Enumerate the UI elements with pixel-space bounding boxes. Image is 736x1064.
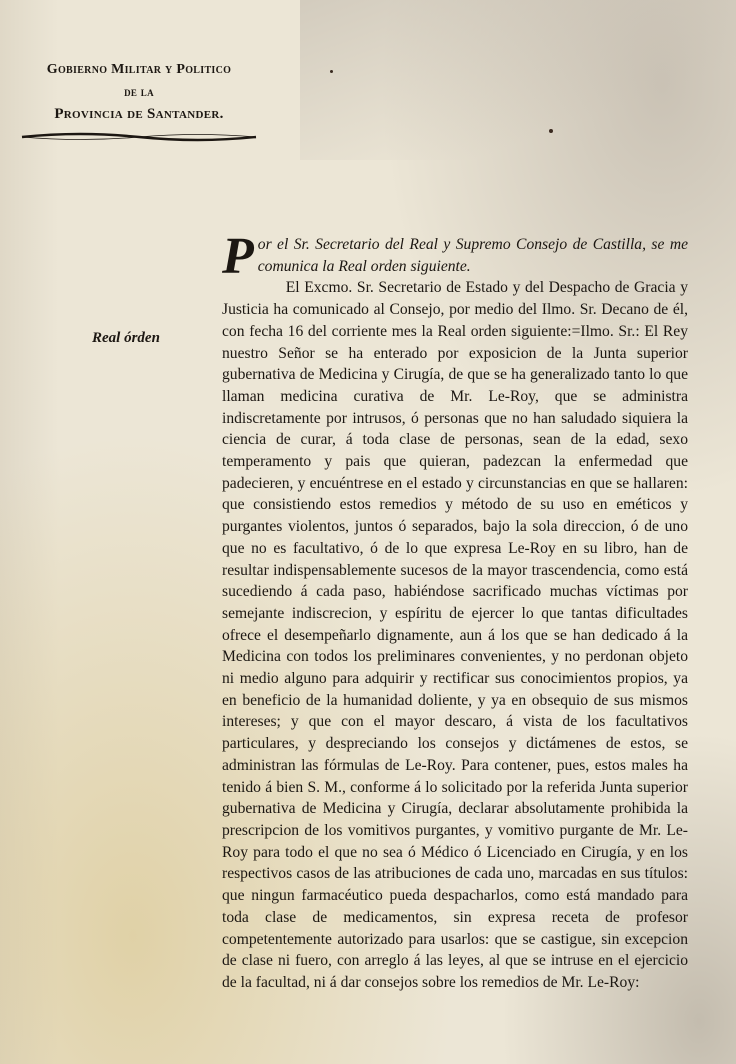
drop-cap: P xyxy=(222,228,254,285)
ink-spot xyxy=(549,129,553,133)
page-fold-shadow xyxy=(300,0,736,160)
ornamental-rule xyxy=(20,131,258,143)
ink-spot xyxy=(330,70,333,73)
document-body xyxy=(222,228,688,994)
letterhead-line-1: Gobierno Militar y Politico xyxy=(46,62,232,77)
intro-paragraph xyxy=(222,228,688,285)
letterhead-line-2: de la xyxy=(124,84,154,99)
main-paragraph: El Excmo. Sr. Secretario de Estado y del Despacho de Gracia y Justicia ha comunicado al Consejo, por medio del Ilmo. Sr. Decano de él, con fecha 16 del corriente mes la Real orden siguiente:=Ilmo. Sr.: El Rey nuestro Señor se ha enterado por exposicion de la Junta superior gubernativa de Medicina y Cirugía, de que se ha generalizado tanto lo que llaman medicina curativa de Mr. Le-Roy, que se administra indiscretamente por intrusos, ó personas que no han saludado siquiera la ciencia de curar, á toda clase de personas, sean de la edad, sexo temperamento y pais que quieran, padezcan la enfermedad que padecieren, y encuéntrese en el estado y circunstancias en que se hallaren: que consistiendo estos remedios y método de su uso en eméticos y purgantes violentos, juntos ó separados, bajo la sola direccion, ó de uno que no es facultativo, ó de lo que expresa Le-Roy en su libro, han de resultar indispensablemente sucesos de la mayor trascendencia, como está sucediendo á cada paso, habiéndose sacrificado muchas víctimas por semejante indiscrecion, y espíritu de ejercer lo que tantas dificultades ofrece el desempeñarlo dignamente, aun á los que se han dedicado á la Medicina con todos los preliminares convenientes, y no perdonan objeto ni medio alguno para adquirir y rectificar sus conocimientos propios, ya en beneficio de la humanidad doliente, y ya en obsequio de sus mismos intereses; y que con el mayor descaro, á vista de los facultativos particulares, y despreciando los consejos y dictámenes de estos, se administran las fórmulas de Le-Roy. Para contener, pues, estos males ha tenido á bien S. M., conforme á lo solicitado por la referida Junta superior gubernativa de Medicina y Cirugía, declarar absolutamente prohibida la prescripcion de los vomitivos purgantes, y vomitivo purgante de Mr. Le-Roy para todo el que no sea ó Médico ó Licenciado en Cirugía, y en los respectivos casos de las atribuciones de cada uno, marcadas en sus títulos: que ningun farmacéutico pueda despacharlos, como está mandado para toda clase de medicamentos, sin expresa receta de profesor competentemente autorizado para usarlos: que se castigue, sin excepcion de clase ni fuero, con arreglo á las leyes, al que se intruse en el ejercicio de la facultad, ni á dar consejos sobre los remedios de Mr. Le-Roy: xyxy=(222,279,688,991)
intro-text: or el Sr. Secretario del Real y Supremo Consejo de Castilla, se me comunica la Real orden siguiente. xyxy=(257,236,688,275)
margin-note: Real órden xyxy=(92,330,160,346)
letterhead xyxy=(14,62,264,148)
letterhead-line-3: Provincia de Santander. xyxy=(54,106,224,122)
